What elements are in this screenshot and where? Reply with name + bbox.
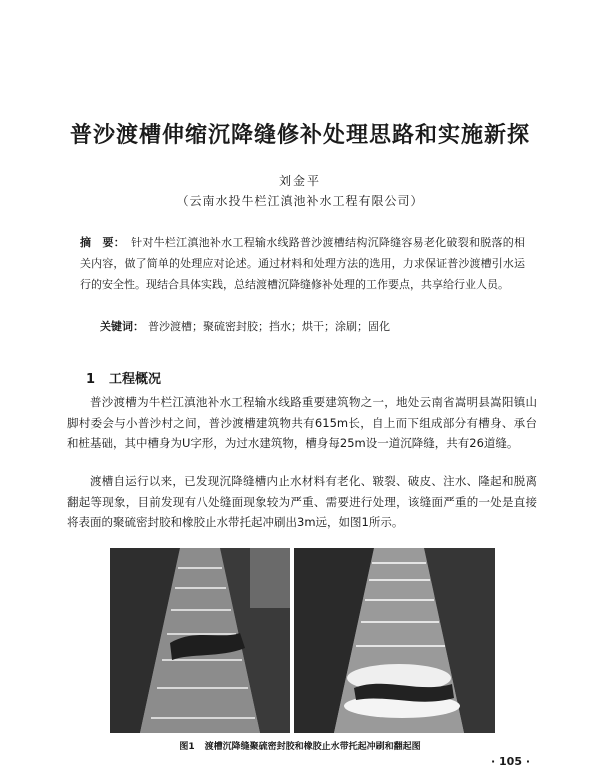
figure-number: 图1 <box>179 742 195 752</box>
author-affiliation: （云南水投牛栏江滇池补水工程有限公司） <box>176 194 424 208</box>
body-paragraph: 渡槽自运行以来，已发现沉降缝槽内止水材料有老化、皲裂、破皮、注水、隆起和脱离翻起等现象，目前发现有八处缝面现象较为严重、需要进行处理，该缝面严重的一处是直接将表面的聚硫密封胶和橡胶止水带托起冲刷出3m远，如图1所示。 <box>67 474 537 529</box>
figure-1 <box>110 548 495 733</box>
figure-caption-text: 渡槽沉降缝聚硫密封胶和橡胶止水带托起冲刷和翻起图 <box>204 742 421 752</box>
abstract-text: 针对牛栏江滇池补水工程输水线路普沙渡槽结构沉降缝容易老化破裂和脱落的相关内容，做了简单的处理应对论述。通过材料和处理方法的选用，力求保证普沙渡槽引水运行的安全性。现结合具体实践，总结渡槽沉降缝修补处理的工作要点，共享给行业人员。 <box>80 236 526 291</box>
page-number: · 105 · <box>491 755 530 768</box>
section-number: 1 <box>86 372 96 387</box>
figure-caption <box>0 739 600 752</box>
article-title: 普沙渡槽伸缩沉降缝修补处理思路和实施新探 <box>69 123 530 148</box>
aqueduct-photo-right <box>294 548 495 733</box>
body-paragraph: 普沙渡槽为牛栏江滇池补水工程输水线路重要建筑物之一，地处云南省嵩明县嵩阳镇山脚村委会与小普沙村之间，普沙渡槽建筑物共有615m长，自上而下组成部分有槽身、承台和桩基础，其中槽身为U字形，为过水建筑物，槽身每25m设一道沉降缝，共有26道缝。 <box>67 395 537 450</box>
author-name: 刘金平 <box>278 174 321 188</box>
aqueduct-photo-left <box>110 548 290 733</box>
abstract <box>80 232 525 295</box>
abstract-label: 摘 要： <box>80 236 126 249</box>
section-title: 工程概况 <box>109 372 162 387</box>
keywords-label: 关键词： <box>100 320 144 333</box>
keywords-text: 普沙渡槽；聚硫密封胶；挡水；烘干；涂刷；固化 <box>148 320 390 333</box>
section-heading <box>86 368 161 387</box>
keywords <box>100 318 530 336</box>
